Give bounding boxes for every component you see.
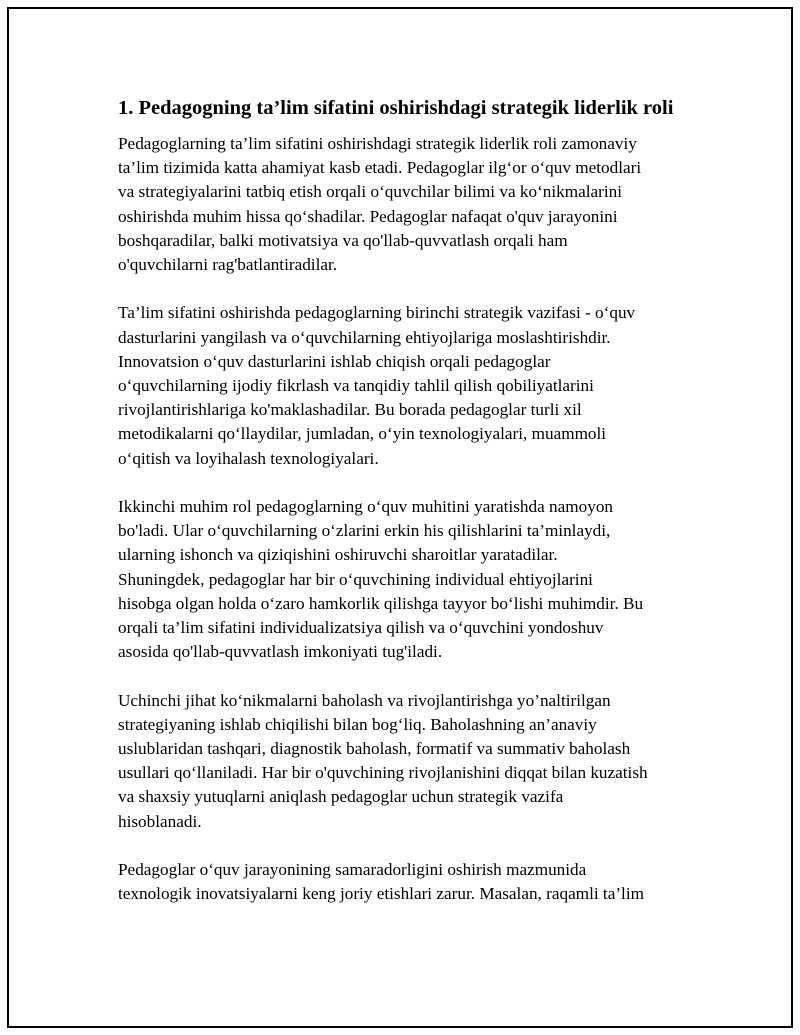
- paragraph-1: Pedagoglarning ta’lim sifatini oshirishdagi strategik liderlik roli zamonaviy ta’lim tizimida katta ahamiyat kasb etadi. Pedagoglar ilg‘or o‘quv metodlari va strategiyalarini tatbiq etish orqali o‘quvchilar bilimi va ko‘nikmalarini oshirishda muhim hissa qo‘shadilar. Pedagoglar nafaqat o'quv jarayonini boshqaradilar, balki motivatsiya va qo'llab-quvvatlash orqali ham o'quvchilarni rag'batlantiradilar.: [118, 134, 642, 275]
- paragraph-3: Ikkinchi muhim rol pedagoglarning o‘quv muhitini yaratishda namoyon bo'ladi. Ular o‘quvchilarning o‘zlarini erkin his qilishlarini ta’minlaydi, ularning ishonch va qiziqishini oshiruvchi sharoitlar yaratadilar. Shuningdek, pedagoglar har bir o‘quvchining individual ehtiyojlarini hisobga olgan holda o‘zaro hamkorlik qilishga tayyor bo‘lishi muhimdir. Bu orqali ta’lim sifatini individualizatsiya qilish va o‘quvchini yondoshuv asosida qo'llab-quvvatlash imkoniyati tug'iladi.: [118, 497, 644, 662]
- section-heading: 1. Pedagogning ta’lim sifatini oshirishdagi strategik liderlik roli: [118, 97, 674, 119]
- paragraph-5: Pedagoglar o‘quv jarayonining samaradorligini oshirish mazmunida texnologik inovatsiyalarni keng joriy etishlari zarur. Masalan, raqamli ta’lim: [118, 860, 644, 904]
- document-body: [118, 94, 693, 931]
- paragraph-2: Ta’lim sifatini oshirishda pedagoglarning birinchi strategik vazifasi - o‘quv dasturlarini yangilash va o‘quvchilarning ehtiyojlariga moslashtirishdir. Innovatsion o‘quv dasturlarini ishlab chiqish orqali pedagoglar o‘quvchilarning ijodiy fikrlash va tanqidiy tahlil qilish qobiliyatlarini rivojlantirishlariga ko'maklashadilar. Bu borada pedagoglar turli xil metodikalarni qo‘llaydilar, jumladan, o‘yin texnologiyalari, muammoli o‘qitish va loyihalash texnologiyalari.: [118, 303, 636, 468]
- paragraph-4: Uchinchi jihat ko‘nikmalarni baholash va rivojlantirishga yo’naltirilgan strategiyaning ishlab chiqilishi bilan bog‘liq. Baholashning an’anaviy uslublaridan tashqari, diagnostik baholash, formatif va summativ baholash usullari qo‘llaniladi. Har bir o'quvchining rivojlanishini diqqat bilan kuzatish va shaxsiy yutuqlarni aniqlash pedagoglar uchun strategik vazifa hisoblanadi.: [118, 690, 648, 831]
